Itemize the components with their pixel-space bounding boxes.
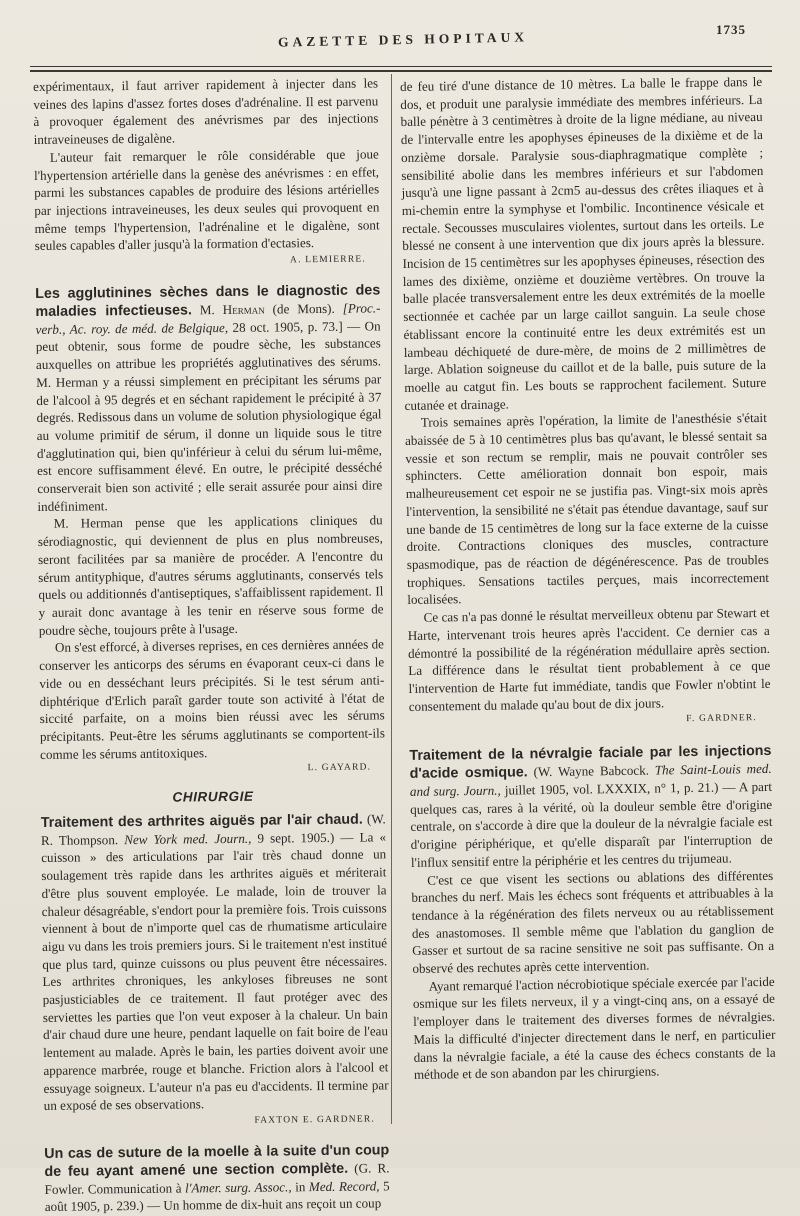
paragraph: L'auteur fait remarquer le rôle considérable que joue l'hypertension artérielle dans la genèse des anévrismes : en effet, parmi les substances capables de produire des lésions artérielles par injections intraveineuses, les deux seules qui provoquent en même temps l'hypertension, l'adrénaline et le digalène, sont seules capables d'aller jusqu'à la formation d'ectasies. <box>33 146 380 254</box>
author-signature: FAXTON E. GARDNER. <box>254 1114 375 1126</box>
header-rule <box>30 66 772 67</box>
paragraph: expérimentaux, il faut arriver rapidement à injecter dans les veines des lapins d'assez fortes doses d'adrénaline. Il est parvenu à provoquer également des anévrismes par des injections intraveineuses de digalène. <box>33 75 379 148</box>
page-header <box>0 22 800 52</box>
paragraph: Ayant remarqué l'action nécrobiotique spéciale exercée par l'acide osmique sur les filets nerveux, il y a vingt-cinq ans, on a essayé de l'employer dans le traitement des diverses formes de névralgies. Mais la difficulté d'injecter directement dans le nerf, en particulier dans la névralgie faciale, a été la cause des échecs constants de la méthode et de son abandon par les chirurgiens. <box>412 973 776 1083</box>
article-nevralgie <box>409 742 773 872</box>
article-body: Un homme de dix-huit ans reçoit un coup <box>163 1195 382 1214</box>
page-number: 1735 <box>716 22 746 37</box>
article-reference-mid: in <box>295 1178 306 1194</box>
journal-name: l'Amer. surg. Assoc., <box>184 1179 292 1196</box>
paragraph: Ce cas n'a pas donné le résultat merveilleux obtenu par Stewart et Harte, intervenant trois heures après l'accident. Ce dernier cas a démontré la possibilité de la régénération médullaire après section. La différence dans le résultat tient probablement à ce que l'intervention de Harte fut immédiate, tandis que Fowler n'obtint le consentement du malade qu'au bout de dix jours. <box>407 604 771 714</box>
article-arthrites <box>41 810 389 1115</box>
header-rule-thick <box>30 70 772 72</box>
running-title: GAZETTE DES HOPITAUX <box>277 29 529 50</box>
article-title: Un cas de suture de la moelle à la suite d'un coup de feu ayant amené une section complète. <box>44 1142 390 1180</box>
article-reference-date: 9 sept. 1905.) — <box>257 829 354 846</box>
author-signature: A. LEMIERRE. <box>289 254 366 266</box>
paragraph: On s'est efforcé, à diverses reprises, en ces dernières années de conserver les anticorps des sérums en évaporant ceux-ci dans le vide ou en desséchant leurs précipités. Si le test sérum anti-diphtérique d'Erlich paraît garder toute son activité à l'état de siccité parfaite, on a moins bien réussi avec les sérums précipitants. Peut-être les sérums agglutinants se comportent-ils comme les sérums antitoxiques. <box>39 636 385 762</box>
paragraph: de feu tiré d'une distance de 10 mètres. La balle le frappe dans le dos, et produit une paralysie immédiate des membres inférieurs. La balle pénètre à 3 centimètres à droite de la ligne médiane, au niveau de l'intervalle entre les apophyses épineuses de la dixième et de la onzième dorsale. Paralysie sous-diaphragmatique complète ; sensibilité abolie dans les membres inférieurs et sur l'abdomen jusqu'à une ligne passant à 2cm5 au-dessus des crêtes iliaques et à mi-chemin entre la symphyse et l'ombilic. Incontinence vésicale et rectale. Secousses musculaires violentes, surtout dans les orteils. Le blessé ne consent à une intervention que dix jours après la blessure. Incision de 15 centimètres sur les apophyses épineuses, résection des lames des dixième, onzième et douzième vertèbres. On trouve la balle placée transversalement entre les deux extrémités de la moelle sectionnée et cachée par un large caillot sanguin. La seule chose établissant encore la continuité entre les deux extrémités est un lambeau déchiqueté de dure-mère, de moins de 2 millimètres de large. Ablation soigneuse du caillot et de la balle, puis suture de la moelle au catgut fin. Les bouts se rapprochent facilement. Suture cutanée et drainage. <box>400 73 767 413</box>
right-column <box>400 73 776 1084</box>
paragraph: Trois semaines après l'opération, la limite de l'anesthésie s'était abaissée de 5 à 10 centimètres plus bas qu'avant, le blessé sentait sa vessie et son rectum se remplir, mais ne pouvait contrôler ses sphincters. Cette amélioration donnait bon espoir, mais malheureusement cet espoir ne se justifia pas. Vingt-six mois après l'intervention, la sensibilité ne s'était pas étendue davantage, sauf sur une bande de 15 centimètres de long sur la face externe de la cuisse droite. Contractions cloniques des muscles, contracture spasmodique, pas de réaction de dégénérescence. Pas de troubles trophiques. Sensations tactiles perçues, mais incorrectement localisées. <box>404 410 770 608</box>
journal-name: The Saint-Louis med. and surg. Journ., <box>409 760 772 799</box>
journal-name: Med. Record, <box>308 1178 380 1194</box>
left-column <box>33 74 390 1216</box>
author-signature: F. GARDNER. <box>686 713 758 725</box>
paragraph: M. Herman pense que les applications cliniques du sérodiagnostic, qui deviennent de plus en plus nombreuses, seront facilitées par sa manière de procéder. A l'encontre du sérum antityphique, d'autres sérums agglutinants, conservés tels quels ou additionnés d'antiseptiques, s'affaiblissent rapidement. Il y aurait donc avantage à les tenir en réserve sous forme de poudre sèche, toujours prête à l'usage. <box>37 512 384 638</box>
article-title: Traitement de la névralgie faciale par les injections d'acide osmique. <box>409 742 772 782</box>
article-reference-date: 5 août 1905, p. 239.) — <box>44 1177 390 1215</box>
article-body: A part quelques cas, rares à la vérité, où la douleur semble être d'origine centrale, on s'accorde à dire que la douleur de la névralgie faciale est d'origine périphérique, et qu'elle disparaît par l'interruption de l'influx sensitif entre la périphérie et les centres du trijumeau. <box>410 778 773 870</box>
column-divider <box>391 74 392 1124</box>
article-reference: (W. R. Thompson. <box>40 811 386 848</box>
journal-name: [Proc.-verb., Ac. roy. de méd. de Belgique, <box>35 300 381 337</box>
article-reference: (G. R. Fowler. Communication à <box>44 1159 390 1197</box>
article-author: M. Herman <box>199 301 265 317</box>
article-reference: (W. Wayne Babcock. <box>533 762 650 780</box>
article-suture-moelle <box>44 1141 390 1216</box>
paragraph: C'est ce que visent les sections ou ablations des différentes branches du nerf. Mais les échecs sont fréquents et attribuables à la tendance à la régénération des filets nerveux ou au rétablissement des anastomoses. Il semble même que l'ablation du ganglion de Gasser et surtout de sa racine sensitive ne soit pas suffisante. On a observé des rechutes après cette intervention. <box>411 867 775 976</box>
article-body: La « cuisson » des articulations par l'air très chaud donne un soulagement très rapide dans les arthrites aiguës et mériterait d'être plus souvent employée. Le malade, loin de trouver la chaleur désagréable, s'endort pour la première fois. Trois cuissons viennent à bout de n'importe quel cas de rhumatisme articulaire aigu vu dans les trois premiers jours. Si le traitement n'est institué que plus tard, quinze cuissons ou plus peuvent être nécessaires. Les arthrites chroniques, les ankyloses fibreuses ne sont pasjusticiables de ce traitement. Il faut protéger avec des serviettes les parties que l'on veut exposer à la chaleur. Un bain d'air chaud dure une heure, pendant laquelle on fait boire de l'eau lentement au malade. Après le bain, les parties doivent avoir une apparence marbrée, rouge et blanche. Friction alors à l'alcool et essuyage soigneux. L'auteur n'a pas eu d'accidents. Il termine par un exposé de ses observations. <box>41 829 389 1114</box>
article-agglutinines <box>35 281 382 515</box>
journal-name: New York med. Journ., <box>124 830 252 847</box>
section-heading: CHIRURGIE <box>172 788 254 805</box>
article-title: Les agglutinines sèches dans le diagnostic des maladies infectieuses. <box>35 282 381 320</box>
author-signature: L. GAYARD. <box>307 762 372 774</box>
article-reference-date: 28 oct. 1905, p. 73.] — <box>232 318 361 335</box>
article-title: Traitement des arthrites aiguës par l'air chaud. <box>40 811 363 831</box>
article-reference: (de Mons). <box>272 300 335 317</box>
article-reference-date: juillet 1905, vol. LXXXIX, n° 1, p. 21.) — <box>504 779 736 798</box>
article-body: On peut obtenir, sous forme de poudre sèche, les substances auxquelles on attribue les propriétés agglutinatives des sérums. M. Herman y a réussi simplement en précipitant les sérums par de l'alcool à 95 degrés et en séchant rapidement le précipité à 37 degrés. Redissous dans un volume de solution physiologique égal au volume primitif de sérum, il donne un liquide sous le titre d'agglutination qui, bien qu'inférieur à celui du sérum lui-même, est encore suffisamment élevé. En outre, le précipité desséché conserverait bien son activité ; elle serait assurée pour ainsi dire indéfiniment. <box>35 318 383 514</box>
